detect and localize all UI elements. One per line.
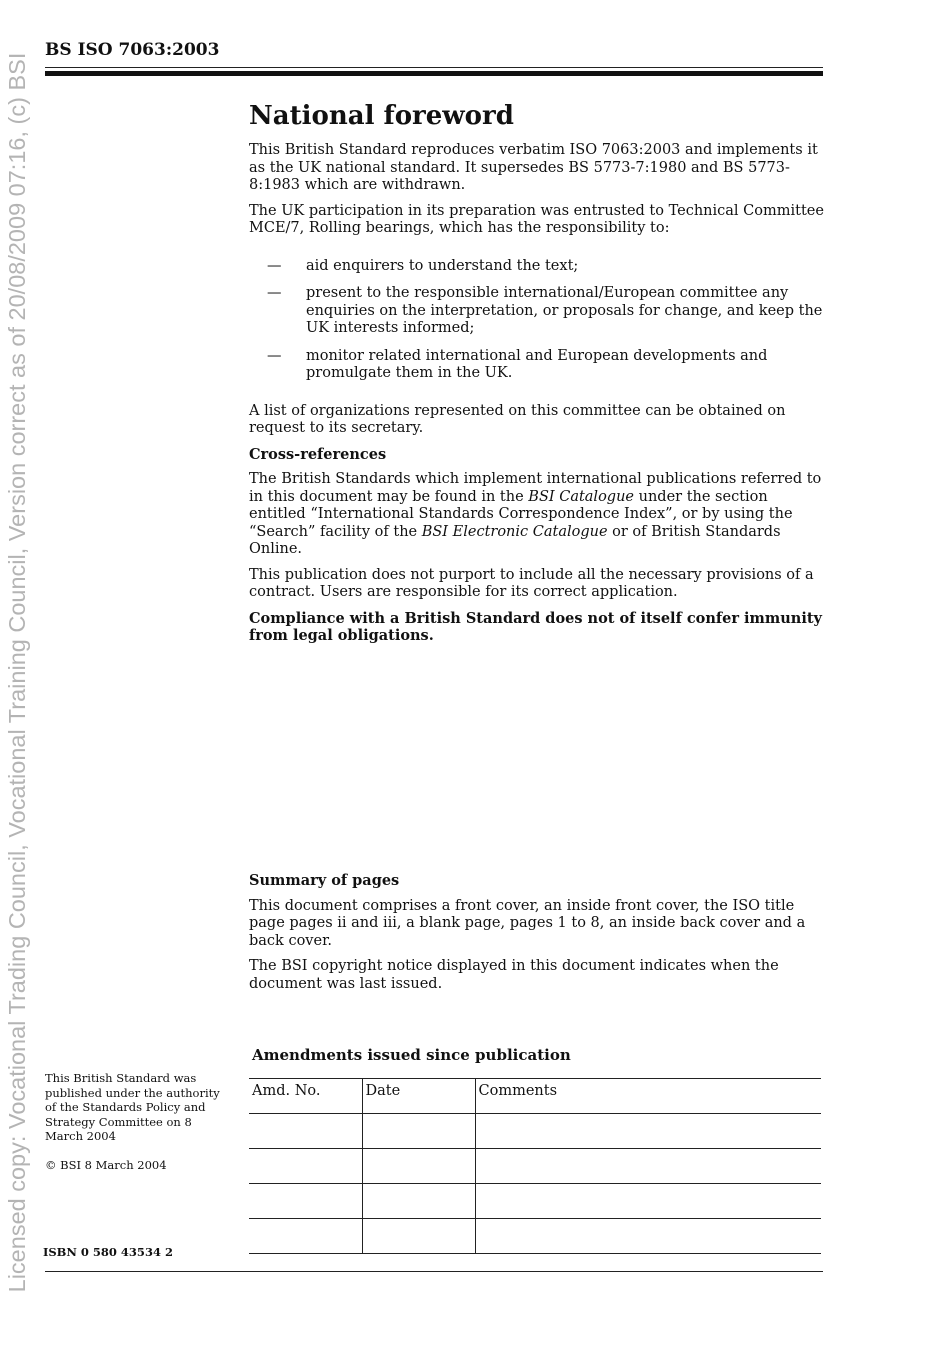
table-cell [475, 1149, 821, 1184]
table-cell [362, 1184, 475, 1219]
document-code: BS ISO 7063:2003 [45, 40, 220, 60]
national-foreword [249, 100, 824, 653]
list-item-text: monitor related international and European developments and promulgate them in the UK. [306, 347, 768, 381]
text-run: The British Standards which implement international publications referred to in this document may be found in the [249, 471, 822, 505]
list-item-text: aid enquirers to understand the text; [306, 257, 579, 274]
table-cell [475, 1114, 821, 1149]
dash-marker: — [267, 257, 282, 274]
bsi-electronic-catalogue-title: BSI Electronic Catalogue [421, 523, 608, 540]
table-row [249, 1114, 821, 1149]
table-cell [362, 1114, 475, 1149]
list-item [249, 285, 824, 338]
dash-marker: — [267, 285, 282, 301]
foreword-intro: This British Standard reproduces verbatim ISO 7063:2003 and implements it as the UK national standard. It supersedes BS 5773-7:1980 and BS 5773-8:1983 which are withdrawn. [249, 142, 818, 193]
license-watermark: Licensed copy: Vocational Trading Council, Vocational Training Council, Version correct as of 20/08/2009 07:16, (c) BSI [4, 52, 30, 1293]
bsi-catalogue-title: BSI Catalogue [528, 488, 635, 505]
table-cell [249, 1149, 362, 1184]
authority-statement: This British Standard was published under the authority of the Standards Policy and Strategy Committee on 8 March 2004 [45, 1071, 220, 1143]
text-run: or of British Standards Online. [249, 523, 781, 557]
summary-text: This document comprises a front cover, an inside front cover, the ISO title page pages ii and iii, a blank page, pages 1 to 8, an inside back cover and a back cover. [249, 897, 806, 949]
list-item [249, 348, 824, 383]
table-row [249, 1184, 821, 1219]
foreword-committee: The UK participation in its preparation was entrusted to Technical Committee MCE/7, Rolling bearings, which has the responsibility to: [249, 202, 824, 236]
table-cell [475, 1219, 821, 1254]
list-item [249, 258, 824, 276]
table-cell [362, 1149, 475, 1184]
table-row [249, 1149, 821, 1184]
amendments-title: Amendments issued since publication [252, 1046, 571, 1064]
cross-references-text [249, 471, 824, 559]
table-cell [362, 1219, 475, 1254]
compliance-notice: Compliance with a British Standard does not of itself confer immunity from legal obligations. [249, 609, 822, 644]
header-rule-thin [45, 67, 823, 68]
column-header-date: Date [362, 1079, 475, 1114]
cross-references-heading: Cross-references [249, 445, 387, 463]
provisions-disclaimer: This publication does not purport to include all the necessary provisions of a contract. Users are responsible for its correct application. [249, 566, 814, 600]
list-item-text: present to the responsible international/European committee any enquiries on the interpretation, or proposals for change, and keep the UK interests informed; [306, 285, 823, 336]
amendments-table [249, 1078, 821, 1254]
summary-heading: Summary of pages [249, 872, 400, 889]
copyright-notice-text: The BSI copyright notice displayed in this document indicates when the document was last issued. [249, 958, 779, 992]
column-header-comments: Comments [475, 1079, 821, 1114]
summary-of-pages [249, 872, 824, 1001]
publication-sidebar [45, 1071, 230, 1186]
committee-list-note: A list of organizations represented on this committee can be obtained on request to its secretary. [249, 402, 786, 436]
responsibility-list [249, 258, 824, 383]
column-header-amd-no: Amd. No. [249, 1079, 362, 1114]
isbn: ISBN 0 580 43534 2 [43, 1245, 173, 1259]
table-header-row [249, 1079, 821, 1114]
table-row [249, 1219, 821, 1254]
copyright-line: © BSI 8 March 2004 [45, 1157, 167, 1172]
text-run: under the section entitled “International Standards Correspondence Index”, or by using the “Search” facility of the [249, 488, 793, 540]
dash-marker: — [267, 347, 282, 364]
table-cell [249, 1219, 362, 1254]
table-cell [249, 1114, 362, 1149]
table-cell [249, 1184, 362, 1219]
header-rule-thick [45, 71, 823, 76]
footer-rule [45, 1271, 823, 1272]
table-cell [475, 1184, 821, 1219]
page-title: National foreword [249, 101, 514, 131]
